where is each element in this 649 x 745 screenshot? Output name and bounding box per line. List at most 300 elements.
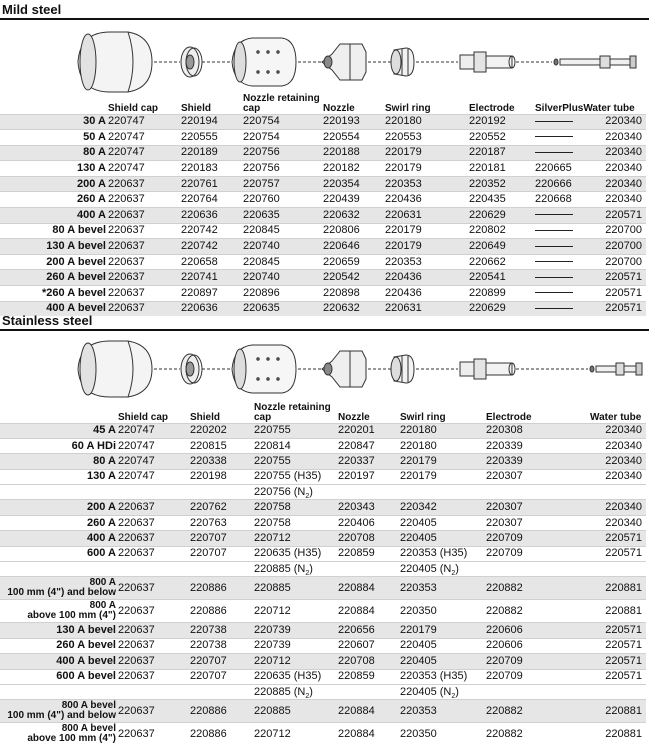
part-number-cell: 220700 bbox=[583, 239, 646, 255]
mild-steel-header-row bbox=[0, 88, 646, 114]
part-number-cell: 220629 bbox=[469, 208, 535, 224]
part-number-cell: 220197 bbox=[338, 469, 400, 484]
part-number-cell: 220712 bbox=[254, 531, 338, 546]
header-water-tube: Water tube bbox=[590, 411, 642, 423]
mild-steel-rule bbox=[0, 18, 649, 20]
part-number-cell: 220847 bbox=[338, 438, 400, 453]
part-number-cell: 220337 bbox=[338, 454, 400, 469]
part-number-cell: 220886 bbox=[190, 723, 254, 745]
part-number-cell: 220742 bbox=[181, 223, 243, 239]
part-number-cell: 220189 bbox=[181, 145, 243, 161]
header-shield: Shield bbox=[190, 411, 221, 423]
part-number-cell: 220198 bbox=[190, 469, 254, 484]
part-number-cell: 220405 bbox=[400, 515, 486, 530]
row-label: 80 A bbox=[0, 145, 108, 161]
mild-steel-row bbox=[0, 270, 646, 286]
part-number-cell: 220898 bbox=[323, 286, 385, 302]
row-label: 200 A bbox=[0, 500, 118, 515]
part-number-cell: 220202 bbox=[190, 423, 254, 438]
part-number-cell: 220340 bbox=[583, 161, 646, 177]
part-number-cell: 220709 bbox=[486, 669, 590, 684]
part-number-cell bbox=[535, 239, 583, 255]
subscript: 2 bbox=[305, 569, 310, 577]
header-blank bbox=[0, 395, 118, 423]
not-applicable-dash bbox=[535, 277, 573, 278]
part-number-cell: 220606 bbox=[486, 638, 590, 653]
mild-steel-title: Mild steel bbox=[2, 2, 62, 17]
part-number-cell: 220757 bbox=[243, 176, 323, 192]
mild-steel-row bbox=[0, 114, 646, 130]
stainless-steel-row bbox=[0, 562, 646, 577]
swirl-ring-illustration bbox=[391, 48, 414, 76]
part-number-cell: 220201 bbox=[338, 423, 400, 438]
row-label: 800 A 100 mm (4") and below bbox=[0, 577, 118, 600]
part-number-cell: 220762 bbox=[190, 500, 254, 515]
part-number-cell: 220637 bbox=[118, 500, 190, 515]
part-number-cell: 220637 bbox=[118, 600, 190, 623]
row-label: 200 A bevel bbox=[0, 254, 108, 270]
part-number-cell bbox=[590, 562, 646, 577]
part-number-cell: 220436 bbox=[385, 192, 469, 208]
part-number-cell: 220637 bbox=[118, 700, 190, 723]
part-number-cell: 220700 bbox=[583, 254, 646, 270]
part-number-cell: 220542 bbox=[323, 270, 385, 286]
part-number-cell: 220637 bbox=[108, 239, 181, 255]
part-number-cell bbox=[338, 684, 400, 699]
part-number-cell: 220637 bbox=[118, 723, 190, 745]
part-number-cell: 220884 bbox=[338, 700, 400, 723]
subscript: 2 bbox=[451, 692, 456, 700]
row-label: 30 A bbox=[0, 114, 108, 130]
part-number-cell: 220340 bbox=[583, 192, 646, 208]
part-number-cell: 220712 bbox=[254, 600, 338, 623]
part-number-cell bbox=[338, 562, 400, 577]
part-number-cell: 220886 bbox=[190, 577, 254, 600]
part-number-cell: 220307 bbox=[486, 500, 590, 515]
part-number-cell: 220340 bbox=[590, 469, 646, 484]
part-number-cell: 220747 bbox=[108, 130, 181, 146]
part-number-cell: 220637 bbox=[118, 515, 190, 530]
part-number-cell: 220180 bbox=[400, 423, 486, 438]
part-number-cell: 220571 bbox=[583, 286, 646, 302]
part-number-cell: 220636 bbox=[181, 301, 243, 316]
part-number-cell: 220552 bbox=[469, 130, 535, 146]
part-number-cell bbox=[486, 562, 590, 577]
part-number-cell: 220740 bbox=[243, 239, 323, 255]
part-number-cell: 220637 bbox=[108, 223, 181, 239]
row-label: 400 A bevel bbox=[0, 654, 118, 669]
shield-illustration bbox=[181, 354, 202, 384]
part-number-cell: 220193 bbox=[323, 114, 385, 130]
part-number-cell: 220541 bbox=[469, 270, 535, 286]
row-label: 800 A above 100 mm (4") bbox=[0, 600, 118, 623]
part-number-cell: 220747 bbox=[118, 423, 190, 438]
part-number-cell: 220885 bbox=[254, 700, 338, 723]
part-number-cell: 220881 bbox=[590, 577, 646, 600]
subscript: 2 bbox=[305, 492, 310, 500]
part-number-cell: 220756 bbox=[243, 145, 323, 161]
part-number-cell: 220340 bbox=[590, 515, 646, 530]
header-electrode: Electrode bbox=[469, 102, 515, 114]
part-number-cell: 220554 bbox=[323, 130, 385, 146]
part-number-cell: 220571 bbox=[590, 531, 646, 546]
stainless-steel-row bbox=[0, 485, 646, 500]
part-number-cell: 220182 bbox=[323, 161, 385, 177]
header-shield-cap: Shield cap bbox=[108, 102, 159, 114]
part-number-cell bbox=[535, 223, 583, 239]
shield-cap-illustration bbox=[78, 341, 152, 397]
part-number-cell: 220343 bbox=[338, 500, 400, 515]
part-number-cell: 220307 bbox=[486, 515, 590, 530]
nozzle-illustration bbox=[322, 351, 366, 387]
part-number-cell: 220308 bbox=[486, 423, 590, 438]
not-applicable-dash bbox=[535, 246, 573, 247]
part-number-cell: 220712 bbox=[254, 654, 338, 669]
row-label: 260 A bbox=[0, 192, 108, 208]
header-nozzle-retaining-cap: Nozzle retaining cap bbox=[254, 401, 331, 423]
part-number-cell: 220884 bbox=[338, 600, 400, 623]
part-number-cell: 220646 bbox=[323, 239, 385, 255]
part-number-cell: 220707 bbox=[190, 654, 254, 669]
stainless-steel-row bbox=[0, 669, 646, 684]
part-number-cell: 220340 bbox=[590, 423, 646, 438]
part-number-cell: 220340 bbox=[583, 145, 646, 161]
part-number-cell: 220755 bbox=[254, 423, 338, 438]
part-number-cell bbox=[118, 684, 190, 699]
part-number-cell: 220739 bbox=[254, 638, 338, 653]
row-label: 130 A bbox=[0, 469, 118, 484]
part-number-cell bbox=[190, 562, 254, 577]
stainless-steel-row bbox=[0, 515, 646, 530]
part-number-cell: 220763 bbox=[190, 515, 254, 530]
not-applicable-dash bbox=[535, 214, 573, 215]
part-number-cell: 220340 bbox=[583, 114, 646, 130]
part-number-cell: 220637 bbox=[118, 638, 190, 653]
row-label bbox=[0, 485, 118, 500]
mild-steel-row bbox=[0, 208, 646, 224]
row-label: 800 A bevel 100 mm (4") and below bbox=[0, 700, 118, 723]
part-number-cell bbox=[118, 485, 190, 500]
part-number-cell: 220709 bbox=[486, 654, 590, 669]
part-number-cell: 220707 bbox=[190, 546, 254, 561]
part-number-cell: 220665 bbox=[535, 161, 583, 177]
part-number-cell: 220179 bbox=[400, 454, 486, 469]
part-number-cell: 220183 bbox=[181, 161, 243, 177]
part-number-cell: 220881 bbox=[590, 600, 646, 623]
part-number-cell: 220354 bbox=[323, 176, 385, 192]
part-number-cell: 220739 bbox=[254, 623, 338, 638]
part-number-cell: 220179 bbox=[400, 623, 486, 638]
part-number-cell: 220637 bbox=[118, 531, 190, 546]
row-label: 60 A HDi bbox=[0, 438, 118, 453]
part-number-cell: 220747 bbox=[108, 114, 181, 130]
part-number-cell bbox=[400, 485, 486, 500]
part-number-cell: 220708 bbox=[338, 531, 400, 546]
closing-paren: ) bbox=[309, 562, 313, 575]
part-number-cell: 220179 bbox=[400, 469, 486, 484]
part-number-cell: 220350 bbox=[400, 723, 486, 745]
mild-steel-row bbox=[0, 145, 646, 161]
gas-variant-text: 220756 (N bbox=[254, 485, 306, 498]
stainless-steel-row bbox=[0, 700, 646, 723]
not-applicable-dash bbox=[535, 121, 573, 122]
header-electrode: Electrode bbox=[486, 411, 532, 423]
part-number-cell bbox=[535, 270, 583, 286]
shield-illustration bbox=[181, 47, 202, 77]
stainless-steel-row bbox=[0, 684, 646, 699]
row-label: 50 A bbox=[0, 130, 108, 146]
part-number-cell: 220886 bbox=[190, 700, 254, 723]
stainless-steel-header-row bbox=[0, 395, 646, 423]
retaining-cap-illustration bbox=[232, 38, 296, 86]
stainless-steel-title: Stainless steel bbox=[2, 313, 93, 328]
water-tube-illustration bbox=[590, 363, 642, 375]
part-number-cell: 220899 bbox=[469, 286, 535, 302]
stainless-steel-row bbox=[0, 623, 646, 638]
closing-paren: ) bbox=[455, 685, 459, 698]
part-number-cell: 220342 bbox=[400, 500, 486, 515]
part-number-cell bbox=[535, 301, 583, 316]
electrode-illustration bbox=[460, 359, 515, 379]
part-number-cell bbox=[535, 286, 583, 302]
part-number-cell: 220707 bbox=[190, 531, 254, 546]
part-number-cell: 220632 bbox=[323, 301, 385, 316]
part-number-cell: 220760 bbox=[243, 192, 323, 208]
row-label: 400 A bbox=[0, 208, 108, 224]
stainless-steel-row bbox=[0, 438, 646, 453]
part-number-cell: 220758 bbox=[254, 515, 338, 530]
part-number-cell: 220814 bbox=[254, 438, 338, 453]
part-number-cell: 220637 bbox=[118, 623, 190, 638]
mild-steel-table bbox=[0, 88, 646, 316]
header-nozzle: Nozzle bbox=[338, 411, 370, 423]
mild-steel-row bbox=[0, 192, 646, 208]
stainless-steel-row bbox=[0, 600, 646, 623]
part-number-cell bbox=[535, 254, 583, 270]
part-number-cell: 220806 bbox=[323, 223, 385, 239]
stainless-steel-row bbox=[0, 469, 646, 484]
part-number-cell: 220884 bbox=[338, 723, 400, 745]
stainless-steel-row bbox=[0, 546, 646, 561]
part-number-cell: 220435 bbox=[469, 192, 535, 208]
mild-steel-row bbox=[0, 254, 646, 270]
part-number-cell bbox=[254, 684, 338, 699]
header-shield-cap: Shield cap bbox=[118, 411, 169, 423]
part-number-cell: 220897 bbox=[181, 286, 243, 302]
part-number-cell bbox=[486, 485, 590, 500]
part-number-cell: 220436 bbox=[385, 270, 469, 286]
part-number-cell: 220637 bbox=[108, 208, 181, 224]
mild-steel-row bbox=[0, 130, 646, 146]
part-number-cell: 220340 bbox=[583, 130, 646, 146]
mild-steel-row bbox=[0, 176, 646, 192]
part-number-cell: 220637 bbox=[118, 654, 190, 669]
part-number-cell: 220666 bbox=[535, 176, 583, 192]
part-number-cell: 220179 bbox=[385, 223, 469, 239]
mild-steel-row bbox=[0, 301, 646, 316]
part-number-cell: 220859 bbox=[338, 546, 400, 561]
stainless-steel-row bbox=[0, 531, 646, 546]
part-number-cell bbox=[190, 684, 254, 699]
row-label: 45 A bbox=[0, 423, 118, 438]
row-label: *260 A bevel bbox=[0, 286, 108, 302]
part-number-cell: 220353 bbox=[400, 700, 486, 723]
part-number-cell: 220181 bbox=[469, 161, 535, 177]
row-label: 260 A bevel bbox=[0, 638, 118, 653]
part-number-cell: 220352 bbox=[469, 176, 535, 192]
part-number-cell: 220353 bbox=[400, 577, 486, 600]
part-number-cell: 220882 bbox=[486, 700, 590, 723]
header-water-tube: Water tube bbox=[583, 102, 635, 114]
part-number-cell: 220631 bbox=[385, 208, 469, 224]
water-tube-illustration bbox=[554, 56, 636, 68]
header-shield: Shield bbox=[181, 102, 212, 114]
part-number-cell: 220194 bbox=[181, 114, 243, 130]
part-number-cell: 220637 bbox=[108, 176, 181, 192]
part-number-cell: 220885 bbox=[254, 577, 338, 600]
part-number-cell: 220709 bbox=[486, 531, 590, 546]
part-number-cell: 220606 bbox=[486, 623, 590, 638]
part-number-cell: 220712 bbox=[254, 723, 338, 745]
header-silverplus: SilverPlus bbox=[535, 102, 584, 114]
part-number-cell: 220747 bbox=[118, 469, 190, 484]
part-number-cell: 220761 bbox=[181, 176, 243, 192]
part-number-cell: 220884 bbox=[338, 577, 400, 600]
part-number-cell: 220571 bbox=[590, 638, 646, 653]
gas-variant-text: 220405 (N bbox=[400, 685, 452, 698]
part-number-cell: 220192 bbox=[469, 114, 535, 130]
part-number-cell bbox=[535, 208, 583, 224]
electrode-illustration bbox=[460, 52, 515, 72]
nozzle-illustration bbox=[322, 44, 366, 80]
part-number-cell: 220747 bbox=[118, 438, 190, 453]
part-number-cell bbox=[590, 485, 646, 500]
part-number-cell: 220340 bbox=[590, 454, 646, 469]
row-label: 600 A bbox=[0, 546, 118, 561]
row-label: 600 A bevel bbox=[0, 669, 118, 684]
part-number-cell: 220738 bbox=[190, 638, 254, 653]
part-number-cell: 220339 bbox=[486, 454, 590, 469]
part-number-cell: 220637 bbox=[108, 286, 181, 302]
part-number-cell: 220340 bbox=[590, 438, 646, 453]
part-number-cell: 220756 bbox=[243, 161, 323, 177]
part-number-cell: 220339 bbox=[486, 438, 590, 453]
part-number-cell: 220859 bbox=[338, 669, 400, 684]
part-number-cell: 220571 bbox=[590, 654, 646, 669]
part-number-cell: 220187 bbox=[469, 145, 535, 161]
retaining-cap-illustration bbox=[232, 345, 296, 393]
part-number-cell: 220555 bbox=[181, 130, 243, 146]
stainless-steel-row bbox=[0, 577, 646, 600]
row-label: 80 A bevel bbox=[0, 223, 108, 239]
row-label: 80 A bbox=[0, 454, 118, 469]
swirl-ring-illustration bbox=[391, 355, 414, 383]
stainless-steel-row bbox=[0, 638, 646, 653]
not-applicable-dash bbox=[535, 292, 573, 293]
not-applicable-dash bbox=[535, 308, 573, 309]
part-number-cell: 220635 bbox=[243, 208, 323, 224]
part-number-cell: 220307 bbox=[486, 469, 590, 484]
row-label: 130 A bevel bbox=[0, 623, 118, 638]
part-number-cell: 220700 bbox=[583, 223, 646, 239]
part-number-cell bbox=[400, 684, 486, 699]
part-number-cell: 220754 bbox=[243, 130, 323, 146]
part-number-cell bbox=[190, 485, 254, 500]
header-swirl-ring: Swirl ring bbox=[400, 411, 446, 423]
part-number-cell: 220637 bbox=[118, 546, 190, 561]
part-number-cell: 220896 bbox=[243, 286, 323, 302]
part-number-cell bbox=[535, 130, 583, 146]
part-number-cell: 220740 bbox=[243, 270, 323, 286]
stainless-steel-row bbox=[0, 454, 646, 469]
part-number-cell: 220607 bbox=[338, 638, 400, 653]
part-number-cell: 220179 bbox=[385, 145, 469, 161]
part-number-cell bbox=[486, 684, 590, 699]
part-number-cell: 220350 bbox=[400, 600, 486, 623]
part-number-cell: 220764 bbox=[181, 192, 243, 208]
row-label: 400 A bbox=[0, 531, 118, 546]
part-number-cell: 220180 bbox=[400, 438, 486, 453]
part-number-cell bbox=[118, 562, 190, 577]
part-number-cell: 220180 bbox=[385, 114, 469, 130]
stainless-steel-row bbox=[0, 500, 646, 515]
part-number-cell: 220353 (H35) bbox=[400, 546, 486, 561]
part-number-cell bbox=[254, 562, 338, 577]
part-number-cell: 220353 (H35) bbox=[400, 669, 486, 684]
gas-variant-text: 220405 (N bbox=[400, 562, 452, 575]
part-number-cell: 220637 bbox=[108, 254, 181, 270]
row-label bbox=[0, 684, 118, 699]
row-label bbox=[0, 562, 118, 577]
part-number-cell: 220353 bbox=[385, 176, 469, 192]
stainless-steel-row bbox=[0, 423, 646, 438]
part-number-cell bbox=[400, 562, 486, 577]
part-number-cell: 220649 bbox=[469, 239, 535, 255]
part-number-cell: 220340 bbox=[583, 176, 646, 192]
part-number-cell: 220637 bbox=[108, 301, 181, 316]
part-number-cell bbox=[254, 485, 338, 500]
part-number-cell: 220707 bbox=[190, 669, 254, 684]
part-number-cell: 220656 bbox=[338, 623, 400, 638]
part-number-cell: 220709 bbox=[486, 546, 590, 561]
stainless-steel-rule bbox=[0, 329, 649, 331]
part-number-cell: 220882 bbox=[486, 723, 590, 745]
part-number-cell: 220668 bbox=[535, 192, 583, 208]
part-number-cell bbox=[535, 114, 583, 130]
part-number-cell: 220632 bbox=[323, 208, 385, 224]
part-number-cell: 220755 bbox=[254, 454, 338, 469]
closing-paren: ) bbox=[309, 685, 313, 698]
part-number-cell: 220659 bbox=[323, 254, 385, 270]
part-number-cell: 220553 bbox=[385, 130, 469, 146]
not-applicable-dash bbox=[535, 152, 573, 153]
part-number-cell: 220754 bbox=[243, 114, 323, 130]
mild-steel-row bbox=[0, 161, 646, 177]
row-label: 800 A bevel above 100 mm (4") bbox=[0, 723, 118, 745]
header-nozzle: Nozzle bbox=[323, 102, 355, 114]
part-number-cell: 220802 bbox=[469, 223, 535, 239]
part-number-cell: 220881 bbox=[590, 700, 646, 723]
part-number-cell: 220571 bbox=[590, 669, 646, 684]
part-number-cell: 220439 bbox=[323, 192, 385, 208]
header-nozzle-retaining-cap: Nozzle retaining cap bbox=[243, 92, 320, 114]
part-number-cell: 220631 bbox=[385, 301, 469, 316]
part-number-cell: 220338 bbox=[190, 454, 254, 469]
part-number-cell: 220405 bbox=[400, 654, 486, 669]
part-number-cell bbox=[535, 145, 583, 161]
not-applicable-dash bbox=[535, 261, 573, 262]
part-number-cell: 220406 bbox=[338, 515, 400, 530]
